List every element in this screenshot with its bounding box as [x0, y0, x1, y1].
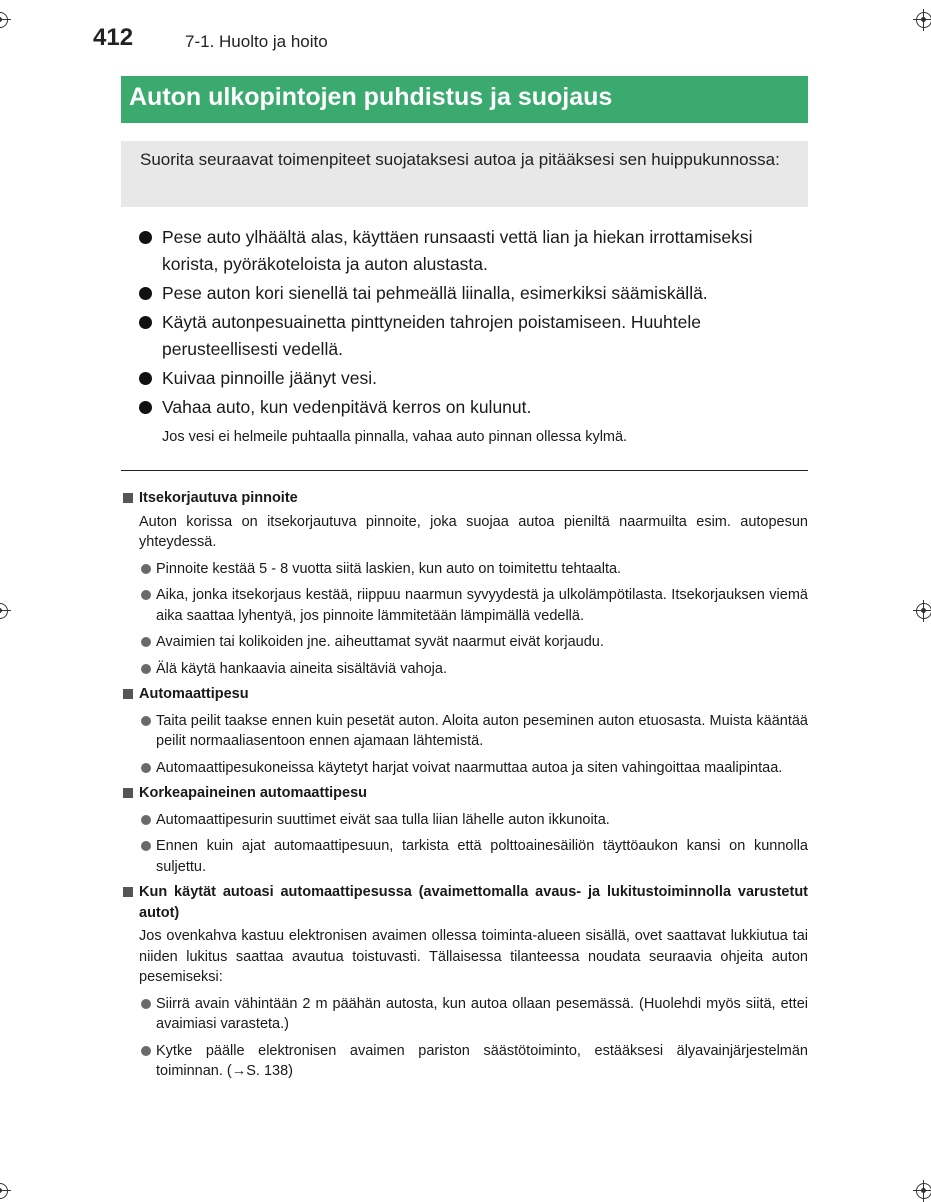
bullet-icon — [141, 564, 151, 574]
bullet-icon — [141, 1046, 151, 1056]
main-instruction-list — [139, 224, 807, 447]
list-item: Pinnoite kestää 5 - 8 vuotta siitä laskien, kun auto on toimitettu tehtaalta. — [121, 559, 808, 580]
list-item: Aika, jonka itsekorjaus kestää, riippuu naarmun syvyydestä ja ulkolämpötilasta. Itsekorjauksen viemä aika saattaa lyhentyä, jos pinnoite lämmitetään lämpimällä vedellä. — [121, 585, 808, 626]
list-item: Ennen kuin ajat automaattipesuun, tarkista että polttoainesäiliön täyttöaukon kansi on kunnolla suljettu. — [121, 836, 808, 877]
registration-mark-mid-right — [913, 600, 931, 622]
section-heading-automatic-wash: Automaattipesu — [121, 684, 808, 705]
list-item: Älä käytä hankaavia aineita sisältäviä vahoja. — [121, 659, 808, 680]
intro-text: Suorita seuraavat toimenpiteet suojataksesi autoa ja pitääksesi sen huippukunnossa: — [140, 150, 780, 169]
square-bullet-icon — [123, 689, 133, 699]
divider — [121, 470, 808, 471]
list-item: Avaimien tai kolikoiden jne. aiheuttamat syvät naarmut eivät korjaudu. — [121, 632, 808, 653]
bullet-icon — [141, 590, 151, 600]
bullet-icon — [139, 287, 152, 300]
list-item: Automaattipesurin suuttimet eivät saa tulla liian lähelle auton ikkunoita. — [121, 810, 808, 831]
main-list-item: Pese auton kori sienellä tai pehmeällä liinalla, esimerkiksi säämiskällä. — [139, 280, 807, 307]
bullet-icon — [139, 372, 152, 385]
section-body: Jos ovenkahva kastuu elektronisen avaimen ollessa toiminta-alueen sisällä, ovet saattavat lukkiutua tai niiden lukitus saattaa avautua toistuvasti. Tällaisessa tilanteessa noudata seuraavia ohjeita auton pesemiseksi: — [139, 928, 808, 985]
registration-mark-bottom-right — [913, 1180, 931, 1202]
square-bullet-icon — [123, 788, 133, 798]
bullet-icon — [141, 815, 151, 825]
registration-mark-top-right — [913, 9, 931, 31]
section-heading-smart-key-wash: Kun käytät autoasi automaattipesussa (avaimettomalla avaus- ja lukitustoiminnolla varustetut autot) — [121, 882, 808, 923]
section-heading-self-healing-coating: Itsekorjautuva pinnoite — [121, 488, 808, 509]
registration-mark-top-left — [0, 9, 11, 31]
section-title: Auton ulkopintojen puhdistus ja suojaus — [121, 76, 808, 123]
bullet-icon — [141, 637, 151, 647]
intro-box — [121, 141, 808, 207]
bullet-icon — [141, 664, 151, 674]
bullet-icon — [139, 401, 152, 414]
chapter-title: 7-1. Huolto ja hoito — [185, 32, 328, 51]
registration-mark-mid-left — [0, 600, 11, 622]
registration-mark-bottom-left — [0, 1180, 11, 1202]
notes-section — [121, 483, 808, 1082]
section-body: Auton korissa on itsekorjautuva pinnoite, joka suojaa autoa pieniltä naarmuilta esim. autopesun yhteydessä. — [139, 513, 808, 550]
main-list-item: Vahaa auto, kun vedenpitävä kerros on kulunut. — [139, 394, 807, 421]
list-item: Kytke päälle elektronisen avaimen pariston säästötoiminto, estääksesi älyavainjärjestelmän toiminnan. (→S. 138) — [121, 1041, 808, 1082]
main-list-item: Pese auto ylhäältä alas, käyttäen runsaasti vettä lian ja hiekan irrottamiseksi korista, pyöräkoteloista ja auton alustasta. — [139, 224, 807, 278]
bullet-icon — [141, 999, 151, 1009]
list-item: Taita peilit taakse ennen kuin pesetät auton. Aloita auton peseminen auton etuosasta. Muista kääntää peilit normaaliasentoon ennen ajamaan lähtemistä. — [121, 711, 808, 752]
main-list-item: Käytä autonpesuainetta pinttyneiden tahrojen poistamiseen. Huuhtele perusteellisesti vedellä. — [139, 309, 807, 363]
bullet-icon — [139, 231, 152, 244]
list-item: Siirrä avain vähintään 2 m päähän autosta, kun autoa ollaan pesemässä. (Huolehdi myös siitä, ettei avaimiasi varasteta.) — [121, 994, 808, 1035]
page-number: 412 — [93, 24, 134, 51]
bullet-icon — [141, 841, 151, 851]
square-bullet-icon — [123, 493, 133, 503]
bullet-icon — [141, 763, 151, 773]
list-item: Automaattipesukoneissa käytetyt harjat voivat naarmuttaa autoa ja siten vahingoittaa maalipintaa. — [121, 758, 808, 779]
main-note: Jos vesi ei helmeile puhtaalla pinnalla, vahaa auto pinnan ollessa kylmä. — [162, 429, 628, 445]
main-list-item: Kuivaa pinnoille jäänyt vesi. — [139, 365, 807, 392]
section-heading-high-pressure-wash: Korkeapaineinen automaattipesu — [121, 783, 808, 804]
bullet-icon — [141, 716, 151, 726]
square-bullet-icon — [123, 887, 133, 897]
bullet-icon — [139, 316, 152, 329]
